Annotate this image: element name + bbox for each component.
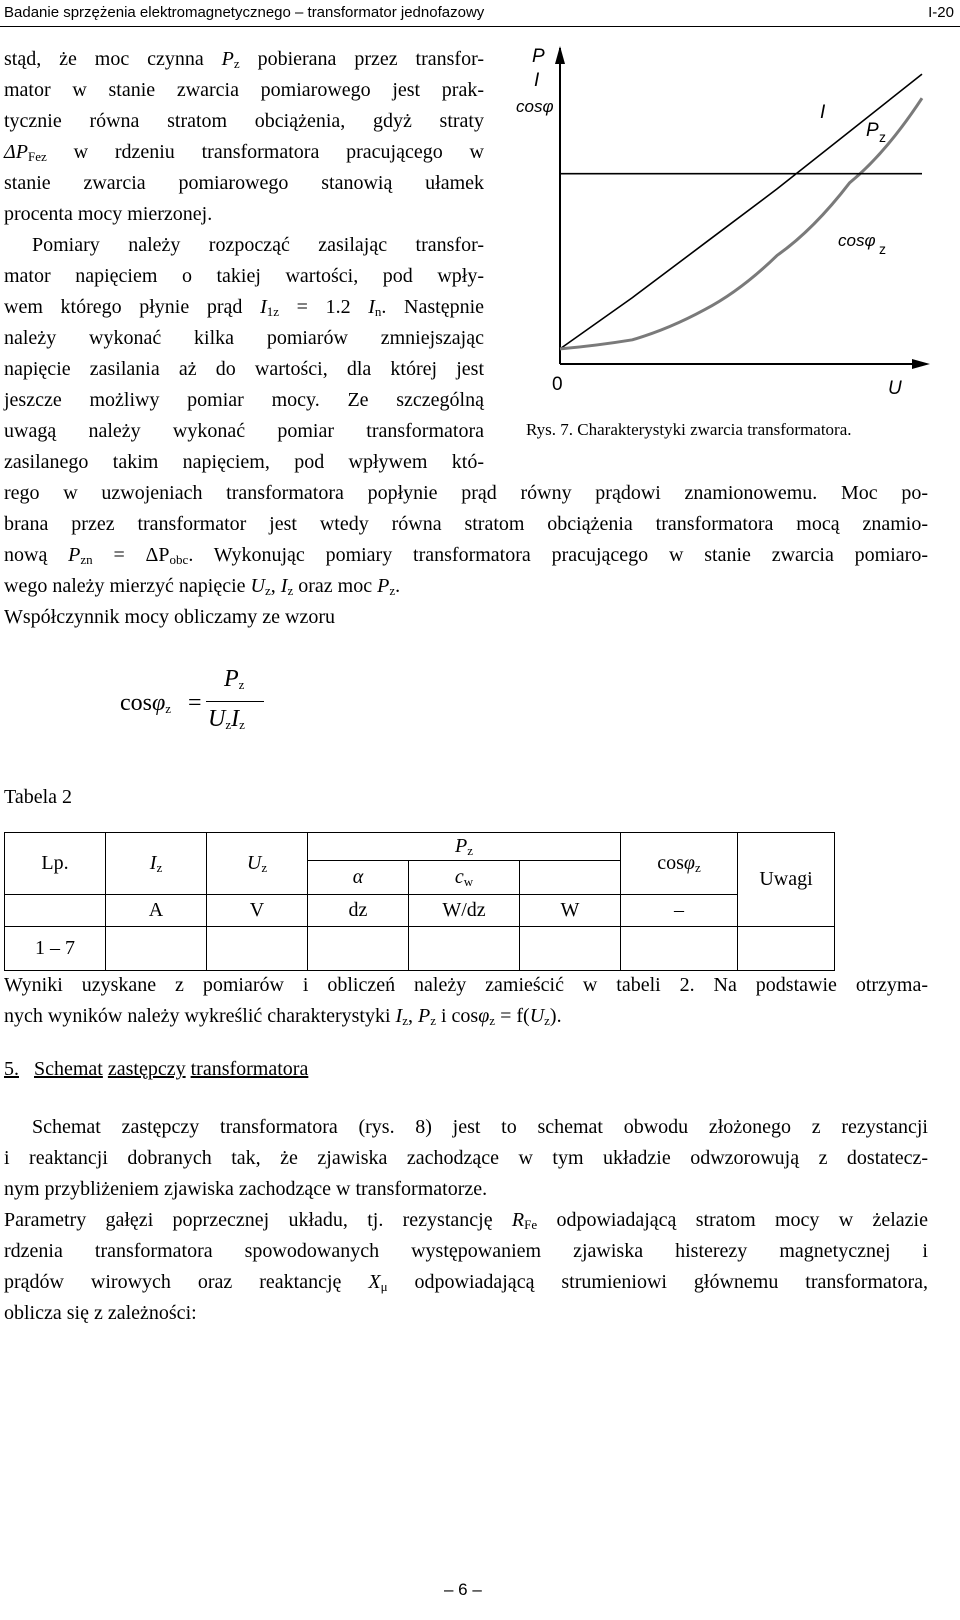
- text-line: brana przez transformator jest wtedy równa stratom obciążenia transformatora mocą znamio-: [4, 513, 928, 535]
- text-line: mator w stanie zwarcia pomiarowego jest prak-: [4, 79, 484, 101]
- text-line: uwagą należy wykonać pomiar transformatora: [4, 420, 484, 442]
- unit-cell: W: [520, 895, 621, 927]
- short-circuit-characteristics-chart: [512, 42, 932, 402]
- header-uwagi: Uwagi: [738, 833, 835, 927]
- section-heading: 5. Schemat zastępczy transformatora: [4, 1058, 309, 1080]
- table-cell: [621, 927, 738, 971]
- curve-label-I: I: [820, 102, 826, 123]
- text-line: nych wyników należy wykreślić charakterystyki $I_z$, $P_z$ i $\cos\varphi_z = f(U_z)$.: [4, 1005, 562, 1028]
- text-line: Schemat zastępczy transformatora (rys. 8) jest to schemat obwodu złożonego z rezystancji: [32, 1116, 928, 1138]
- text-line: Współczynnik mocy obliczamy ze wzoru: [4, 606, 335, 628]
- table-cell: [308, 927, 409, 971]
- unit-cell: A: [106, 895, 207, 927]
- header-rule: [0, 26, 960, 27]
- header-pz: $P_z$: [308, 833, 621, 861]
- running-header-title: Badanie sprzężenia elektromagnetycznego – transformator jednofazowy: [4, 4, 485, 21]
- figure-caption: Rys. 7. Charakterystyki zwarcia transformatora.: [526, 420, 852, 439]
- unit-cell: W/dz: [409, 895, 520, 927]
- header-lp: Lp.: [5, 833, 106, 895]
- running-header-page-id: I-20: [928, 4, 954, 21]
- text-line: $\Delta P_{Fez}$ w rdzeniu transformatora pracującego w: [4, 141, 484, 164]
- text-line: napięcie zasilania aż do wartości, dla której jest: [4, 358, 484, 380]
- text-line: zasilanego takim napięciem, pod wpływem któ-: [4, 451, 484, 473]
- unit-cell: –: [621, 895, 738, 927]
- x-axis-arrow: [912, 359, 930, 369]
- text-line: jeszcze możliwy pomiar mocy. Ze szczególną: [4, 389, 484, 411]
- y-label-cos: cosφ: [516, 97, 554, 116]
- header-cw: $c_w$: [409, 861, 520, 895]
- y-label-I: I: [534, 70, 540, 91]
- text-line: rdzenia transformatora spowodowanych występowaniem zjawiska histerezy magnetycznej i: [4, 1240, 928, 1262]
- text-line: stąd, że moc czynna $P_z$ pobierana przez transfor-: [4, 48, 484, 71]
- text-line: nową $P_{zn} = \Delta P_{obc}$. Wykonując pomiary transformatora pracującego w stanie zwarcia pomiaro-: [4, 544, 928, 567]
- table-cell: [207, 927, 308, 971]
- table-cell: [738, 927, 835, 971]
- after-table-text: [4, 970, 928, 1032]
- header-cos: cosφ$_z$: [621, 833, 738, 895]
- left-column-text: [4, 44, 484, 478]
- power-factor-formula: [120, 664, 320, 744]
- header-blank: [520, 861, 621, 895]
- curve-label-cos-sub: z: [879, 241, 886, 257]
- series-line-i: [560, 74, 922, 349]
- formula-equals: =: [188, 690, 202, 716]
- text-line: wem którego płynie prąd $I_{1z} = 1.2$ $I_n$. Następnie: [4, 296, 484, 319]
- formula-numerator: $P_z$: [224, 666, 245, 692]
- header-alpha: α: [308, 861, 409, 895]
- text-line: oblicza się z zależności:: [4, 1302, 197, 1324]
- formula-lhs: cosφ$_z$: [120, 690, 172, 716]
- text-line: nym przybliżeniem zjawiska zachodzące w transformatorze.: [4, 1178, 488, 1200]
- curve-label-P: P: [866, 120, 879, 141]
- text-line: rego w uzwojeniach transformatora popłynie prąd równy prądowi znamionowemu. Moc po-: [4, 482, 928, 504]
- text-line: prądów wirowych oraz reaktancję $X_\mu$ odpowiadającą strumieniowi głównemu transformatora,: [4, 1271, 928, 1294]
- text-line: Pomiary należy rozpocząć zasilając transfor-: [32, 234, 484, 256]
- section-number: 5.: [4, 1058, 19, 1080]
- text-line: stanie zwarcia pomiarowego stanowią ułamek: [4, 172, 484, 194]
- text-line: należy wykonać kilka pomiarów zmniejszając: [4, 327, 484, 349]
- curve-label-cos: cosφ: [838, 231, 876, 250]
- text-line: mator napięciem o takiej wartości, pod wpły-: [4, 265, 484, 287]
- table-cell: [409, 927, 520, 971]
- text-line: procenta mocy mierzonej.: [4, 203, 213, 225]
- origin-label: 0: [552, 374, 563, 395]
- text-line: wego należy mierzyć napięcie $U_z$, $I_z$ oraz moc $P_z$.: [4, 575, 401, 598]
- text-line: Parametry gałęzi poprzecznej układu, tj. rezystancję $R_{Fe}$ odpowiadającą stratom mocy w żelazie: [4, 1209, 928, 1232]
- text-line: Wyniki uzyskane z pomiarów i obliczeń należy zamieścić w tabeli 2. Na podstawie otrzyma-: [4, 974, 928, 996]
- header-iz: $I_z$: [106, 833, 207, 895]
- formula-denominator: $U_zI_z$: [208, 706, 245, 732]
- y-label-P: P: [532, 46, 545, 67]
- text-line: tycznie równa stratom obciążenia, gdyż straty: [4, 110, 484, 132]
- y-axis-arrow: [555, 46, 565, 64]
- unit-cell: dz: [308, 895, 409, 927]
- header-uz: $U_z$: [207, 833, 308, 895]
- full-width-text: [4, 478, 928, 633]
- x-axis-label: U: [888, 378, 902, 399]
- curve-label-P-sub: z: [879, 129, 886, 145]
- section-body: [4, 1112, 928, 1329]
- row-lp: 1 – 7: [5, 927, 106, 971]
- page-number: – 6 –: [444, 1580, 482, 1599]
- measurement-table: [4, 832, 835, 971]
- table-cell: [106, 927, 207, 971]
- unit-lp-blank: [5, 895, 106, 927]
- chart-series-group: [560, 74, 922, 349]
- table-title: Tabela 2: [4, 786, 73, 808]
- fraction-bar: [206, 701, 264, 702]
- unit-cell: V: [207, 895, 308, 927]
- text-line: i reaktancji dobranych tak, że zjawiska zachodzące w tym układzie odwzorowują z dostatecz-: [4, 1147, 928, 1169]
- table-cell: [520, 927, 621, 971]
